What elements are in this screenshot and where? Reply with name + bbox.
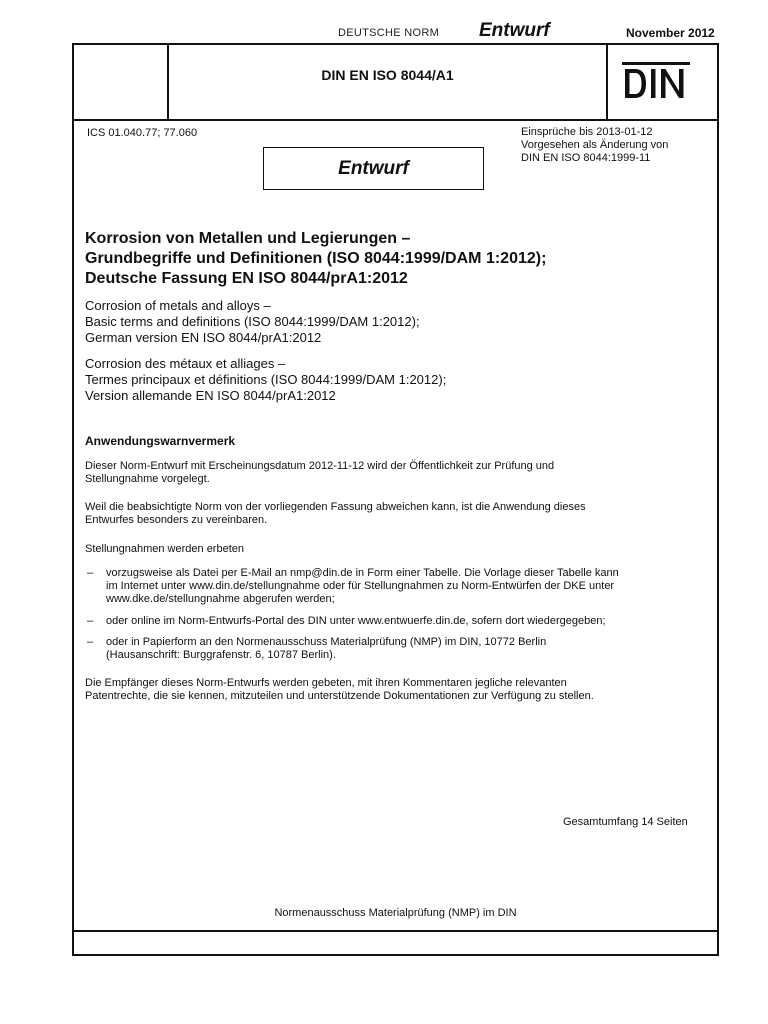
warning-paragraph-2 — [85, 501, 710, 527]
bullet-dash: – — [87, 636, 94, 648]
draft-stamp-box: Entwurf — [263, 147, 484, 190]
paragraph-line: Die Empfänger dieses Norm-Entwurfs werden gebeten, mit ihren Kommentaren jegliche relevanten — [85, 677, 567, 689]
title-french — [85, 356, 705, 404]
publication-date: November 2012 — [626, 26, 715, 40]
footer-divider — [72, 930, 719, 932]
objection-info — [521, 126, 668, 165]
title-french-line: Termes principaux et définitions (ISO 8044:1999/DAM 1:2012); — [85, 372, 447, 387]
paragraph-line: Dieser Norm-Entwurf mit Erscheinungsdatum 2012-11-12 wird der Öffentlichkeit zur Prüfung und — [85, 460, 555, 472]
list-item — [87, 567, 712, 609]
bullet-line: vorzugsweise als Datei per E-Mail an nmp@din.de in Form einer Tabelle. Die Vorlage dieser Tabelle kann — [106, 567, 619, 579]
warning-paragraph-1 — [85, 460, 710, 486]
list-item — [87, 615, 712, 629]
bullet-line: (Hausanschrift: Burggrafenstr. 6, 10787 Berlin). — [106, 649, 336, 661]
bullet-dash: – — [87, 615, 94, 627]
title-english — [85, 298, 705, 346]
document-number: DIN EN ISO 8044/A1 — [321, 67, 454, 83]
warning-heading: Anwendungswarnvermerk — [85, 434, 236, 448]
title-english-line: Corrosion of metals and alloys – — [85, 298, 271, 313]
title-block-divider-right — [606, 43, 608, 121]
paragraph-line: Weil die beabsichtigte Norm von der vorliegenden Fassung abweichen kann, ist die Anwendung dieses — [85, 501, 586, 513]
norm-type-label: DEUTSCHE NORM — [338, 27, 440, 39]
bullet-line: www.dke.de/stellungnahme abgerufen werden; — [106, 593, 335, 605]
bullet-line: im Internet unter www.din.de/stellungnahme oder für Stellungnahmen zu Norm-Entwürfen der DKE unter — [106, 580, 615, 592]
bullet-line: oder online im Norm-Entwurfs-Portal des DIN unter www.entwuerfe.din.de, sofern dort wiedergegeben; — [106, 615, 606, 627]
title-french-line: Corrosion des métaux et alliages – — [85, 356, 286, 371]
intended-amendment-label: Vorgesehen als Änderung von — [521, 139, 669, 151]
amended-standard: DIN EN ISO 8044:1999-11 — [521, 152, 651, 164]
din-logo — [622, 62, 690, 105]
paragraph-line: Patentrechte, die sie kennen, mitzuteilen und unterstützende Dokumentationen zur Verfügung zu stellen. — [85, 690, 594, 702]
paragraph-line: Stellungnahme vorgelegt. — [85, 473, 210, 485]
title-german-line: Deutsche Fassung EN ISO 8044/prA1:2012 — [85, 270, 408, 287]
committee-footer: Normenausschuss Materialprüfung (NMP) im DIN — [274, 907, 517, 919]
title-german-line: Korrosion von Metallen und Legierungen – — [85, 230, 411, 247]
draft-label: Entwurf — [479, 20, 550, 41]
bullet-dash: – — [87, 567, 94, 579]
ics-code: ICS 01.040.77; 77.060 — [87, 127, 198, 139]
bullet-line: oder in Papierform an den Normenausschuss Materialprüfung (NMP) im DIN, 10772 Berlin — [106, 636, 547, 648]
title-german — [85, 229, 705, 289]
title-german-line: Grundbegriffe und Definitionen (ISO 8044:1999/DAM 1:2012); — [85, 250, 547, 267]
list-item — [87, 636, 712, 664]
total-pages: Gesamtumfang 14 Seiten — [563, 816, 688, 828]
paragraph-line: Entwurfes besonders zu vereinbaren. — [85, 514, 268, 526]
objection-deadline: Einsprüche bis 2013-01-12 — [521, 126, 653, 138]
warning-paragraph-3: Stellungnahmen werden erbeten — [85, 543, 245, 555]
warning-paragraph-4 — [85, 677, 710, 703]
title-english-line: German version EN ISO 8044/prA1:2012 — [85, 330, 322, 345]
title-english-line: Basic terms and definitions (ISO 8044:1999/DAM 1:2012); — [85, 314, 420, 329]
title-french-line: Version allemande EN ISO 8044/prA1:2012 — [85, 388, 336, 403]
